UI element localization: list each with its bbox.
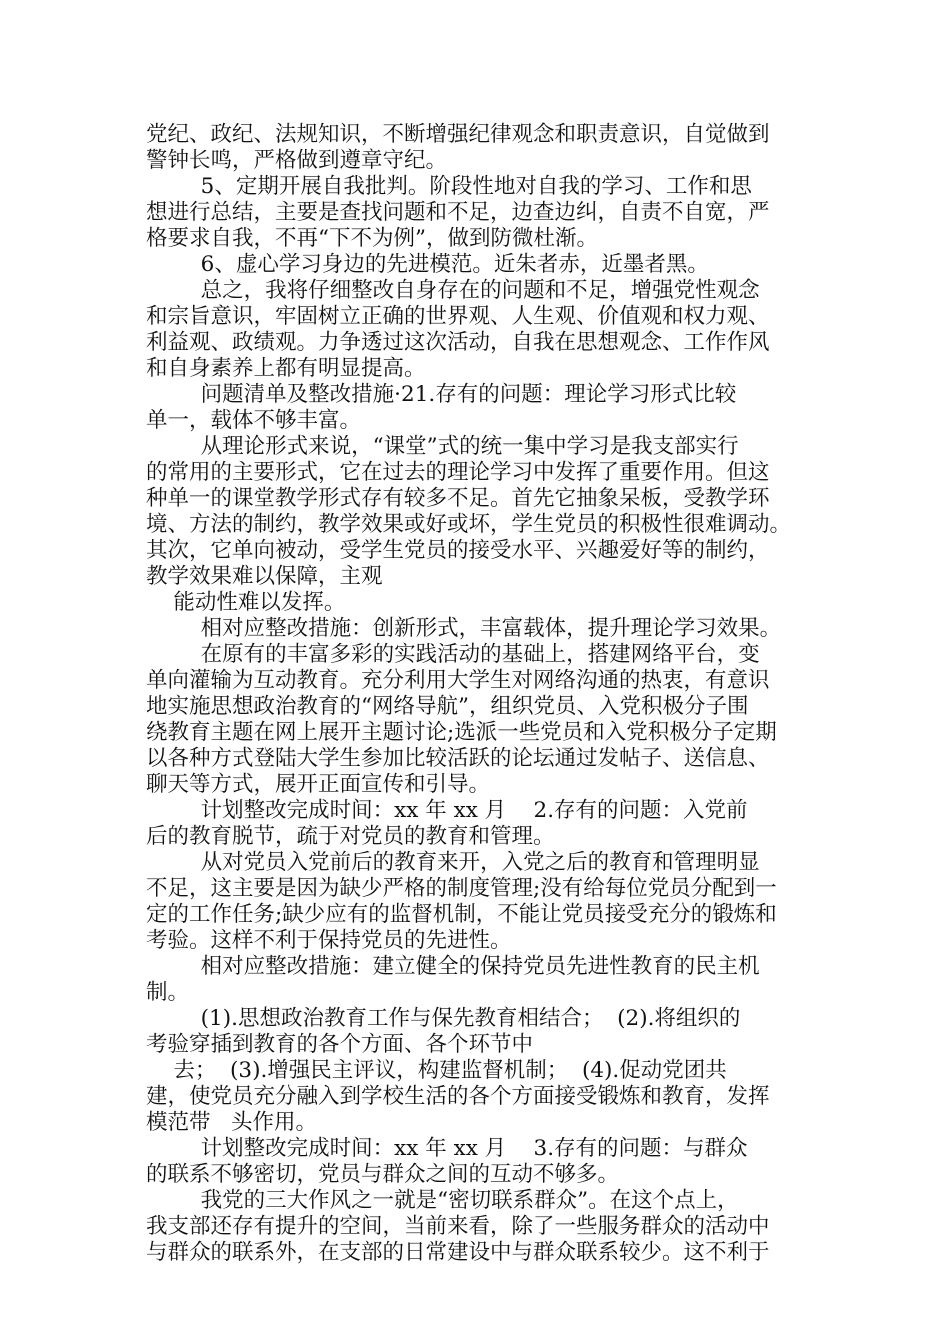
text-line: 格要求自我，不再“下不为例”，做到防微杜渐。 bbox=[146, 226, 598, 251]
text-line: 教学效果难以保障，主观 bbox=[146, 564, 383, 589]
text-line: 单向灌输为互动教育。充分利用大学生对网络沟通的热衷，有意识 bbox=[146, 668, 770, 693]
text-line: 总之，我将仔细整改自身存在的问题和不足，增强党性观念 bbox=[146, 278, 760, 303]
text-line: 单一，载体不够丰富。 bbox=[146, 408, 362, 433]
text-line: 与群众的联系外，在支部的日常建设中与群众联系较少。这不利于 bbox=[146, 1240, 770, 1265]
text-line: 建，使党员充分融入到学校生活的各个方面接受锻炼和教育，发挥 bbox=[146, 1084, 770, 1109]
text-line: 相对应整改措施：建立健全的保持党员先进性教育的民主机 bbox=[146, 954, 760, 979]
text-line: 警钟长鸣，严格做到遵章守纪。 bbox=[146, 148, 448, 173]
text-line: 后的教育脱节，疏于对党员的教育和管理。 bbox=[146, 824, 555, 849]
text-line: 在原有的丰富多彩的实践活动的基础上，搭建网络平台，变 bbox=[146, 642, 760, 667]
text-line: 从对党员入党前后的教育来开，入党之后的教育和管理明显 bbox=[146, 850, 760, 875]
text-line: (1).思想政治教育工作与保先教育相结合； (2).将组织的 bbox=[146, 1006, 741, 1031]
text-line: 模范带 头作用。 bbox=[146, 1110, 318, 1135]
text-line: 党纪、政纪、法规知识，不断增强纪律观念和职责意识，自觉做到 bbox=[146, 122, 770, 147]
text-line: 种单一的课堂教学形式存有较多不足。首先它抽象呆板，受教学环 bbox=[146, 486, 770, 511]
text-line: 和自身素养上都有明显提高。 bbox=[146, 356, 426, 381]
text-line: 绕教育主题在网上展开主题讨论;选派一些党员和入党积极分子定期 bbox=[146, 720, 777, 745]
text-line: 计划整改完成时间：xx 年 xx 月 3.存有的问题：与群众 bbox=[146, 1136, 748, 1161]
text-line: 从理论形式来说，“课堂”式的统一集中学习是我支部实行 bbox=[146, 434, 739, 459]
text-line: 能动性难以发挥。 bbox=[146, 590, 346, 615]
text-line: 的联系不够密切，党员与群众之间的互动不够多。 bbox=[146, 1162, 620, 1187]
text-line: 考验。这样不利于保持党员的先进性。 bbox=[146, 928, 512, 953]
text-line: 5、定期开展自我批判。阶段性地对自我的学习、工作和思 bbox=[146, 174, 752, 199]
text-line: 我支部还存有提升的空间，当前来看，除了一些服务群众的活动中 bbox=[146, 1214, 770, 1239]
text-line: 我党的三大作风之一就是“密切联系群众”。在这个点上， bbox=[146, 1188, 739, 1213]
text-line: 聊天等方式，展开正面宣传和引导。 bbox=[146, 772, 491, 797]
text-line: 和宗旨意识，牢固树立正确的世界观、人生观、价值观和权力观、 bbox=[146, 304, 770, 329]
text-line: 去； (3).增强民主评议，构建监督机制； (4).促动党团共 bbox=[146, 1058, 727, 1083]
text-line: 想进行总结，主要是查找问题和不足，边查边纠，自责不自宽，严 bbox=[146, 200, 770, 225]
text-line: 相对应整改措施：创新形式，丰富载体，提升理论学习效果。 bbox=[146, 616, 782, 641]
text-line: 不足，这主要是因为缺少严格的制度管理;没有给每位党员分配到一 bbox=[146, 876, 777, 901]
text-line: 问题清单及整改措施·21.存有的问题：理论学习形式比较 bbox=[146, 382, 737, 407]
text-line: 定的工作任务;缺少应有的监督机制，不能让党员接受充分的锻炼和 bbox=[146, 902, 777, 927]
text-line: 以各种方式登陆大学生参加比较活跃的论坛通过发帖子、送信息、 bbox=[146, 746, 770, 771]
text-line: 地实施思想政治教育的“网络导航”，组织党员、入党积极分子围 bbox=[146, 694, 749, 719]
text-line: 制。 bbox=[146, 980, 190, 1005]
text-line: 计划整改完成时间：xx 年 xx 月 2.存有的问题：入党前 bbox=[146, 798, 748, 823]
text-line: 其次，它单向被动，受学生党员的接受水平、兴趣爱好等的制约， bbox=[146, 538, 770, 563]
text-line: 的常用的主要形式，它在过去的理论学习中发挥了重要作用。但这 bbox=[146, 460, 770, 485]
text-line: 利益观、政绩观。力争透过这次活动，自我在思想观念、工作作风 bbox=[146, 330, 770, 355]
text-line: 境、方法的制约，教学效果或好或坏，学生党员的积极性很难调动。 bbox=[146, 512, 792, 537]
text-line: 考验穿插到教育的各个方面、各个环节中 bbox=[146, 1032, 534, 1057]
text-line: 6、虚心学习身边的先进模范。近朱者赤，近墨者黑。 bbox=[146, 252, 709, 277]
